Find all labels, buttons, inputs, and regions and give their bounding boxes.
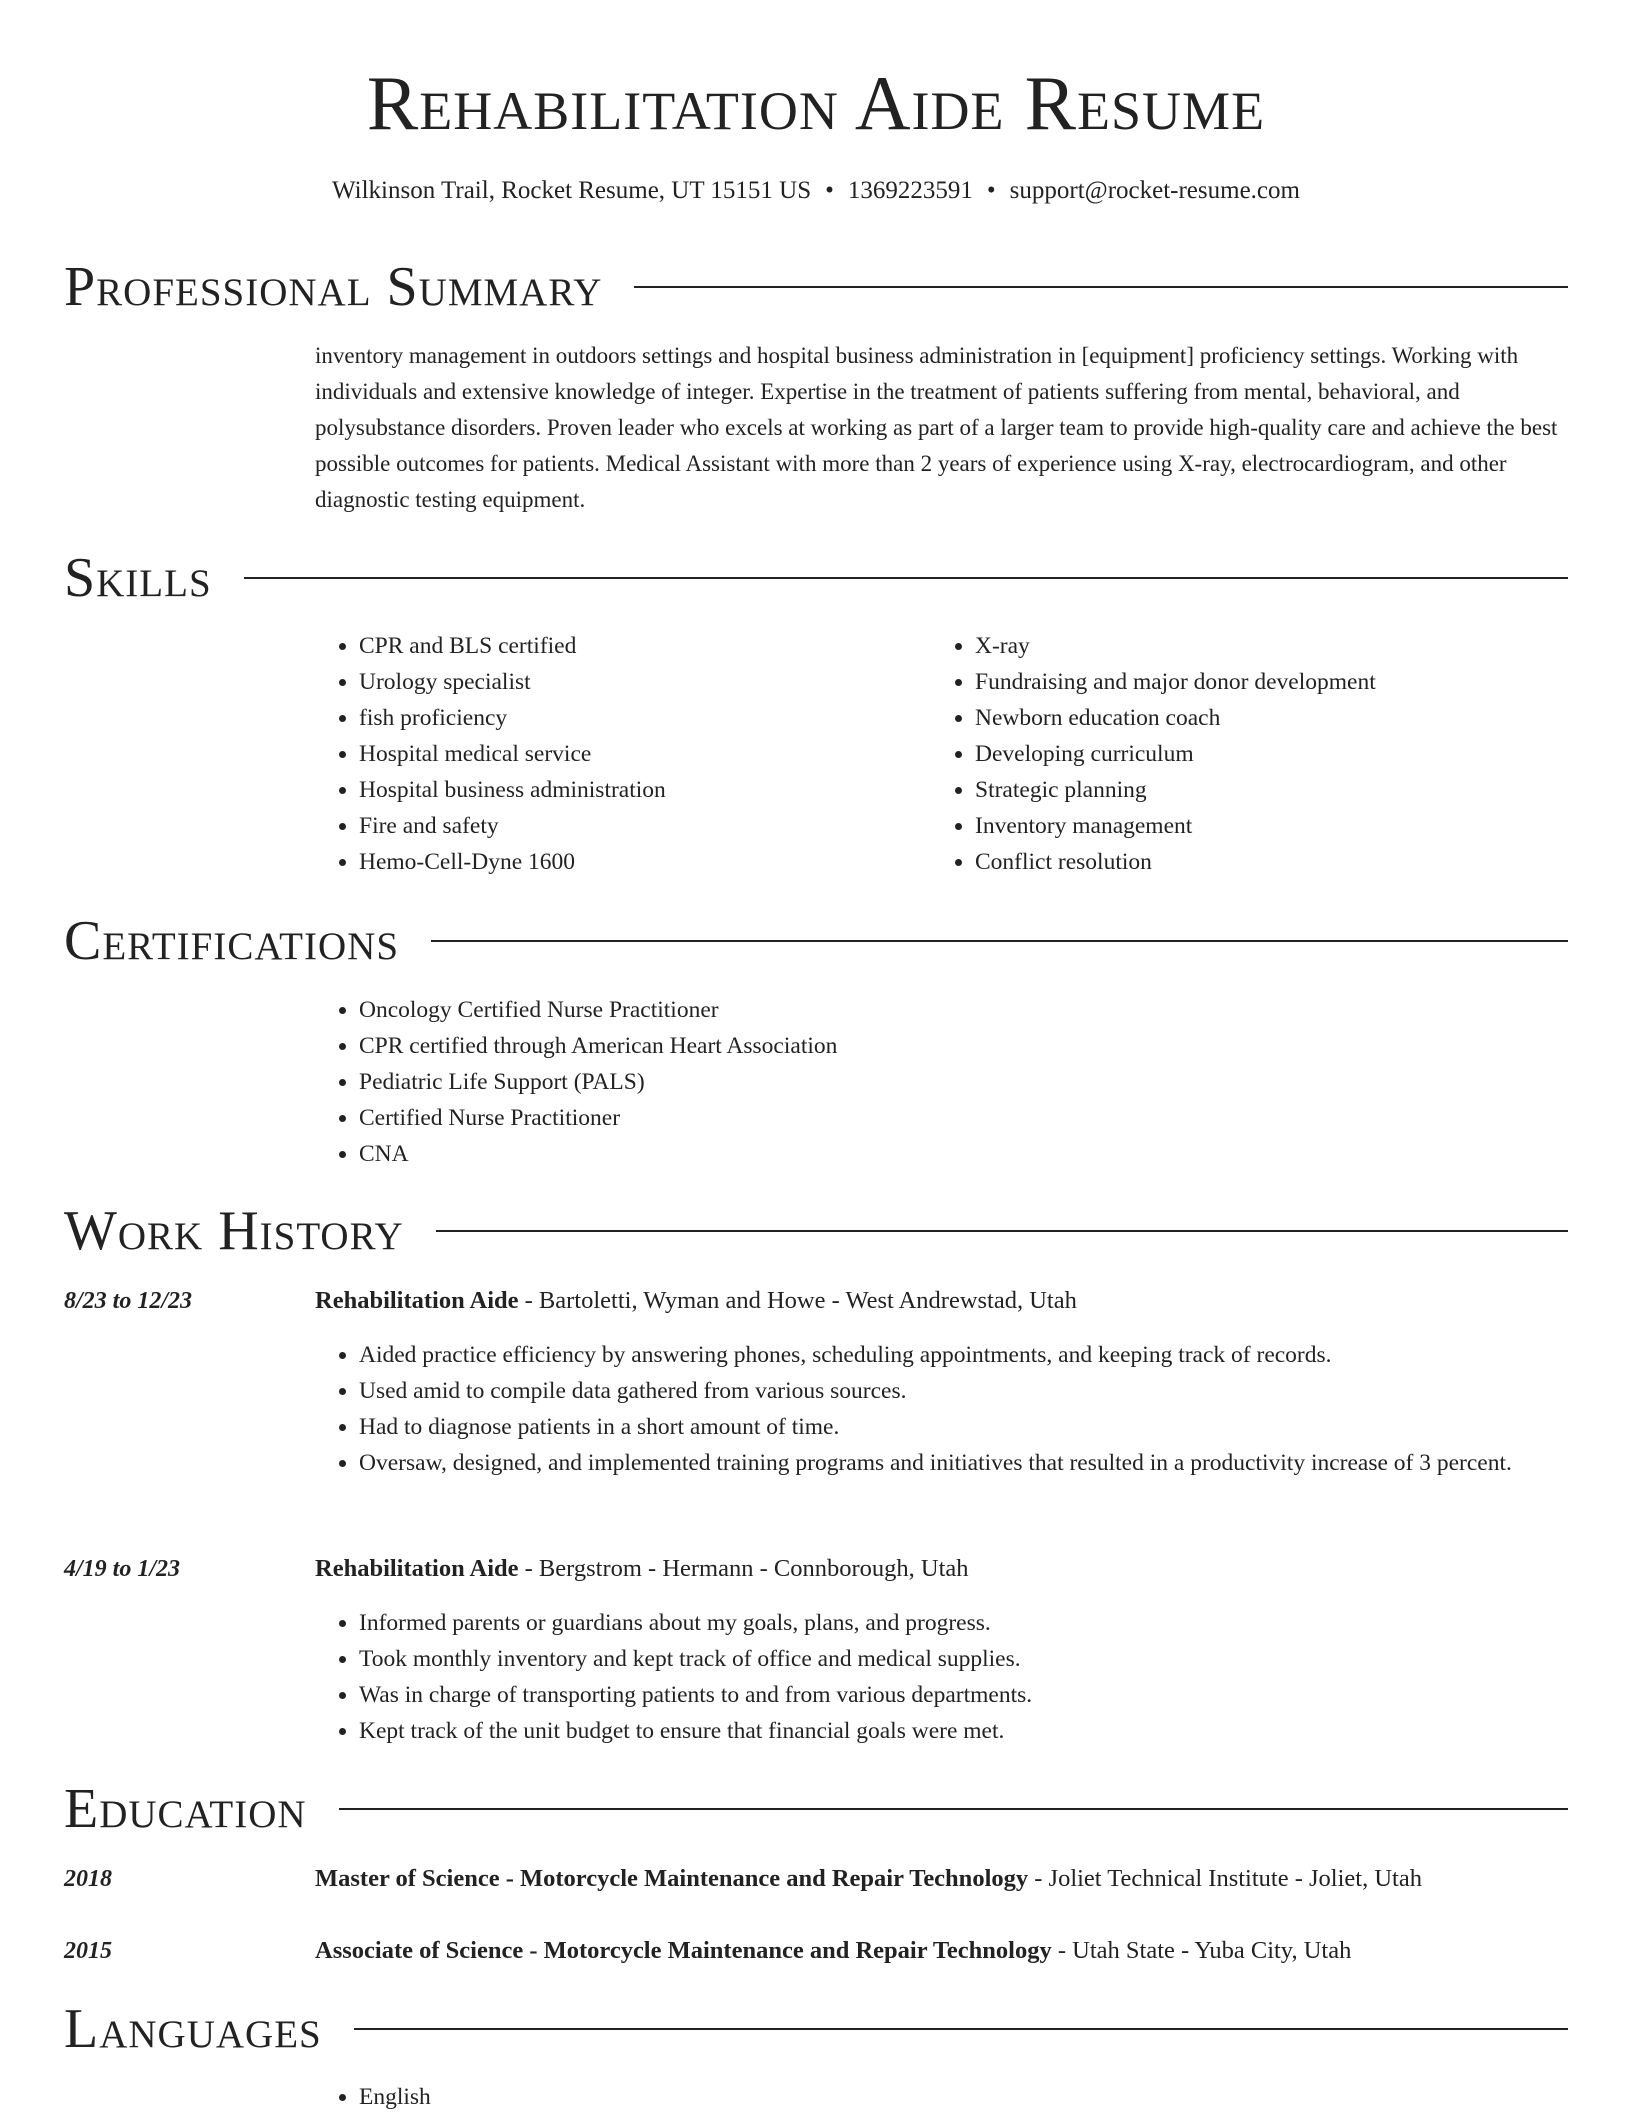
- certification-item: • CNA: [359, 1136, 1570, 1172]
- education-year: 2015: [64, 1938, 112, 1964]
- education-entry: [315, 1933, 1570, 1969]
- section-professional-summary: [64, 252, 1568, 322]
- skill-item: • Fundraising and major donor development: [975, 664, 1547, 700]
- education-heading: [315, 1933, 1570, 1969]
- skills-list-left: [315, 628, 931, 880]
- certification-item: • Certified Nurse Practitioner: [359, 1100, 1570, 1136]
- skill-item: • Hospital business administration: [359, 772, 931, 808]
- job-dates: 8/23 to 12/23: [64, 1288, 193, 1314]
- job-bullets: [315, 1337, 1570, 1481]
- resume-title: Rehabilitation Aide Resume: [366, 60, 1266, 146]
- certifications-list: [315, 992, 1570, 1172]
- section-heading: Skills: [64, 547, 212, 609]
- section-education: [64, 1774, 1568, 1844]
- contact-address: Wilkinson Trail, Rocket Resume, UT 15151 US: [332, 177, 812, 204]
- languages-list: [315, 2079, 1570, 2115]
- skills-list-right: [931, 628, 1547, 880]
- skills-column-right: [931, 628, 1547, 880]
- job-bullet: • Was in charge of transporting patients to and from various departments.: [359, 1677, 1570, 1713]
- contact-line: [0, 174, 1632, 208]
- skill-item: • X-ray: [975, 628, 1547, 664]
- certification-item: • Pediatric Life Support (PALS): [359, 1064, 1570, 1100]
- section-heading: Professional Summary: [64, 256, 603, 318]
- section-divider: [634, 286, 1568, 288]
- job-heading: [315, 1551, 1570, 1587]
- job-entry: [315, 1551, 1570, 1749]
- job-bullet: • Used amid to compile data gathered from various sources.: [359, 1373, 1570, 1409]
- job-bullet: • Took monthly inventory and kept track of office and medical supplies.: [359, 1641, 1570, 1677]
- summary-block: [315, 338, 1570, 518]
- skill-item: • Inventory management: [975, 808, 1547, 844]
- education-degree: Associate of Science - Motorcycle Maintenance and Repair Technology: [315, 1937, 1052, 1964]
- education-heading: [315, 1861, 1570, 1897]
- section-divider: [436, 1230, 1568, 1232]
- languages-block: [315, 2079, 1570, 2115]
- job-bullet: • Kept track of the unit budget to ensure that financial goals were met.: [359, 1713, 1570, 1749]
- skill-item: • CPR and BLS certified: [359, 628, 931, 664]
- job-title: Rehabilitation Aide: [315, 1287, 519, 1314]
- education-entry: [315, 1861, 1570, 1897]
- skill-item: • Developing curriculum: [975, 736, 1547, 772]
- skill-item: • Fire and safety: [359, 808, 931, 844]
- job-heading: [315, 1283, 1570, 1319]
- section-heading: Work History: [64, 1200, 404, 1262]
- contact-separator: •: [986, 177, 996, 204]
- skill-item: • Newborn education coach: [975, 700, 1547, 736]
- job-dates: 4/19 to 1/23: [64, 1556, 181, 1582]
- section-skills: [64, 543, 1568, 613]
- skill-item: • Conflict resolution: [975, 844, 1547, 880]
- job-title: Rehabilitation Aide: [315, 1555, 519, 1582]
- skill-item: • Hemo-Cell-Dyne 1600: [359, 844, 931, 880]
- education-school: - Utah State - Yuba City, Utah: [1051, 1937, 1352, 1964]
- summary-text: inventory management in outdoors settings and hospital business administration in [equipment] proficiency settings. Working with individuals and extensive knowledge of integer. Expertise in the treatment of patients suffering from mental, behavioral, and polysubstance disorders. Proven leader who excels at working as part of a larger team to provide high-quality care and achieve the best possible outcomes for patients. Medical Assistant with more than 2 years of experience using X-ray, electrocardiogram, and other diagnostic testing equipment.: [315, 343, 1558, 512]
- job-employer: - Bartoletti, Wyman and Howe - West Andrewstad, Utah: [518, 1287, 1077, 1314]
- job-bullet: • Oversaw, designed, and implemented training programs and initiatives that resulted in a productivity increase of 3 percent.: [359, 1445, 1570, 1481]
- education-year: 2018: [64, 1866, 112, 1892]
- skills-grid: [315, 628, 1570, 880]
- skill-item: • Hospital medical service: [359, 736, 931, 772]
- section-divider: [339, 1808, 1568, 1810]
- contact-phone: 1369223591: [847, 177, 973, 204]
- skills-column-left: [315, 628, 931, 880]
- section-heading: Education: [64, 1778, 307, 1840]
- certification-item: • CPR certified through American Heart Association: [359, 1028, 1570, 1064]
- job-bullets: [315, 1605, 1570, 1749]
- job-bullet: • Had to diagnose patients in a short amount of time.: [359, 1409, 1570, 1445]
- section-languages: [64, 1994, 1568, 2064]
- skill-item: • Strategic planning: [975, 772, 1547, 808]
- section-divider: [431, 940, 1568, 942]
- job-employer: - Bergstrom - Hermann - Connborough, Utah: [518, 1555, 969, 1582]
- certifications-block: [315, 992, 1570, 1172]
- contact-email: support@rocket-resume.com: [1009, 177, 1300, 204]
- language-item: • English: [359, 2079, 1570, 2115]
- job-bullet: • Informed parents or guardians about my goals, plans, and progress.: [359, 1605, 1570, 1641]
- skill-item: • fish proficiency: [359, 700, 931, 736]
- education-school: - Joliet Technical Institute - Joliet, Utah: [1028, 1865, 1422, 1892]
- section-heading: Languages: [64, 1998, 322, 2060]
- contact-separator: •: [825, 177, 834, 204]
- section-heading: Certifications: [64, 910, 400, 972]
- section-certifications: [64, 906, 1568, 976]
- section-work-history: [64, 1196, 1568, 1266]
- section-divider: [244, 577, 1568, 579]
- education-degree: Master of Science - Motorcycle Maintenance and Repair Technology: [315, 1865, 1029, 1892]
- certification-item: • Oncology Certified Nurse Practitioner: [359, 992, 1570, 1028]
- job-entry: [315, 1283, 1570, 1481]
- section-divider: [354, 2028, 1568, 2030]
- skill-item: • Urology specialist: [359, 664, 931, 700]
- job-bullet: • Aided practice efficiency by answering phones, scheduling appointments, and keeping track of records.: [359, 1337, 1570, 1373]
